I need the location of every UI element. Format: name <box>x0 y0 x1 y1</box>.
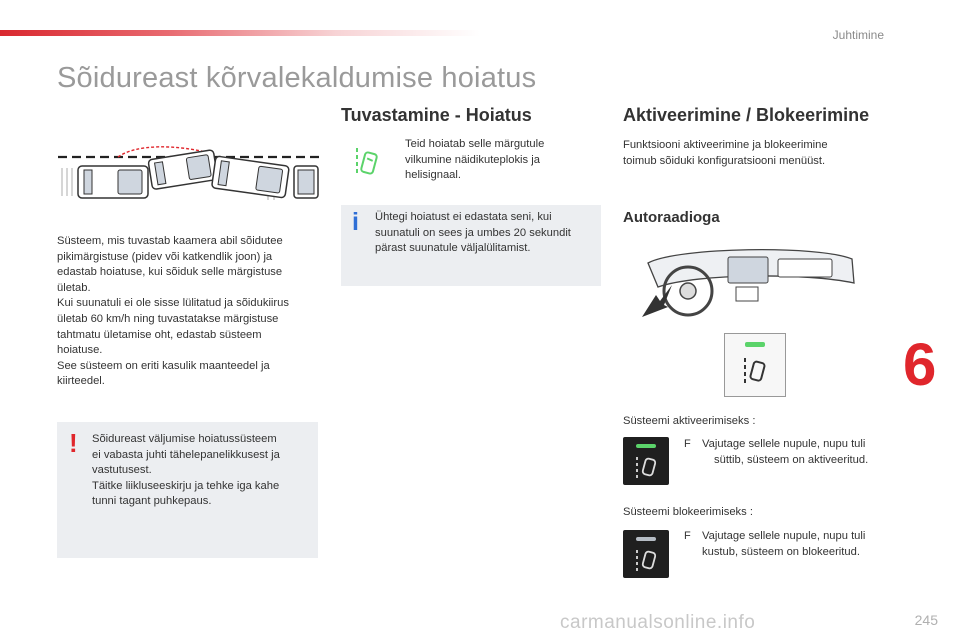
activate-line: süttib, süsteem on aktiveeritud. <box>714 453 869 466</box>
warning-icon: ! <box>69 428 78 458</box>
watermark: carmanualsonline.info <box>560 612 756 633</box>
warning-line: vastutusest. <box>92 464 152 477</box>
intro-line: toimub sõiduki konfiguratsiooni menüüst. <box>623 154 826 167</box>
page-title: Sõidureast kõrvalekaldumise hoiatus <box>57 62 537 94</box>
activate-label: Süsteemi aktiveerimiseks : <box>623 415 756 427</box>
info-line: pärast suunatule väljalülitamist. <box>375 242 531 255</box>
body-line: Süsteem, mis tuvastab kaamera abil sõidutee <box>57 235 283 247</box>
alert-line: vilkumine näidikuteplokis ja <box>405 153 540 166</box>
page-number: 245 <box>914 612 938 628</box>
car-lane-drawing <box>56 138 322 208</box>
lane-departure-icon <box>353 145 381 179</box>
alert-line: helisignaal. <box>405 169 461 182</box>
body-line: ületab. <box>57 281 91 294</box>
autoradio-heading: Autoraadioga <box>623 209 720 226</box>
body-line: tahtmatu ületamise oht, edastab süsteem <box>57 328 262 341</box>
car-lane-illustration <box>56 138 322 208</box>
body-line: kiirteedel. <box>57 375 105 388</box>
lane-assist-button-off[interactable] <box>623 530 669 578</box>
section-label: Juhtimine <box>832 28 884 42</box>
activation-intro <box>623 138 873 169</box>
header-accent-bar <box>0 30 480 36</box>
alert-line: Teid hoiatab selle märgutule <box>405 138 545 150</box>
activation-heading: Aktiveerimine / Blokeerimine <box>623 105 870 125</box>
info-icon: i <box>352 208 359 236</box>
body-line: edastab hoiatuse, kui sõiduk selle märgistuse <box>57 266 283 279</box>
deactivate-text <box>702 529 892 560</box>
left-body-text <box>57 234 322 390</box>
lane-assist-button-on[interactable] <box>623 437 669 485</box>
deactivate-line: Vajutage sellele nupule, nupu tuli <box>702 530 866 542</box>
activate-text <box>702 437 892 468</box>
info-line: suunatuli on sees ja umbes 20 sekundit <box>375 226 571 239</box>
detection-heading: Tuvastamine - Hoiatus <box>341 105 532 125</box>
warning-line: Sõidureast väljumise hoiatussüsteem <box>92 433 277 445</box>
lane-assist-button-detail <box>724 333 786 397</box>
warning-line: tunni tagant puhkepaus. <box>92 495 212 508</box>
info-text <box>375 210 597 257</box>
body-line: See süsteem on eriti kasulik maanteedel ja <box>57 359 270 372</box>
body-line: pikimärgistuse (pidev või katkendlik joon) ja <box>57 250 273 263</box>
intro-line: Funktsiooni aktiveerimine ja blokeerimine <box>623 139 828 151</box>
alert-text <box>405 137 595 184</box>
info-line: Ühtegi hoiatust ei edastata seni, kui <box>375 211 552 223</box>
chapter-number: 6 <box>903 331 937 398</box>
warning-line: ei vabasta juhti tähelepanelikkusest ja <box>92 448 280 461</box>
body-line: hoiatuse. <box>57 344 103 357</box>
activate-bullet: F <box>684 438 691 450</box>
deactivate-bullet: F <box>684 530 691 542</box>
body-line: Kui suunatuli ei ole sisse lülitatud ja sõidukiirus <box>57 297 289 310</box>
body-line: ületab 60 km/h ning tuvastatakse märgistuse <box>57 312 279 325</box>
dashboard-illustration <box>638 243 860 325</box>
deactivate-line: kustub, süsteem on blokeeritud. <box>702 545 860 558</box>
deactivate-label: Süsteemi blokeerimiseks : <box>623 506 753 518</box>
warning-text <box>92 432 314 510</box>
warning-line: Täitke liikluseeskirju ja tehke iga kahe <box>92 479 280 492</box>
activate-line: Vajutage sellele nupule, nupu tuli <box>702 438 866 450</box>
